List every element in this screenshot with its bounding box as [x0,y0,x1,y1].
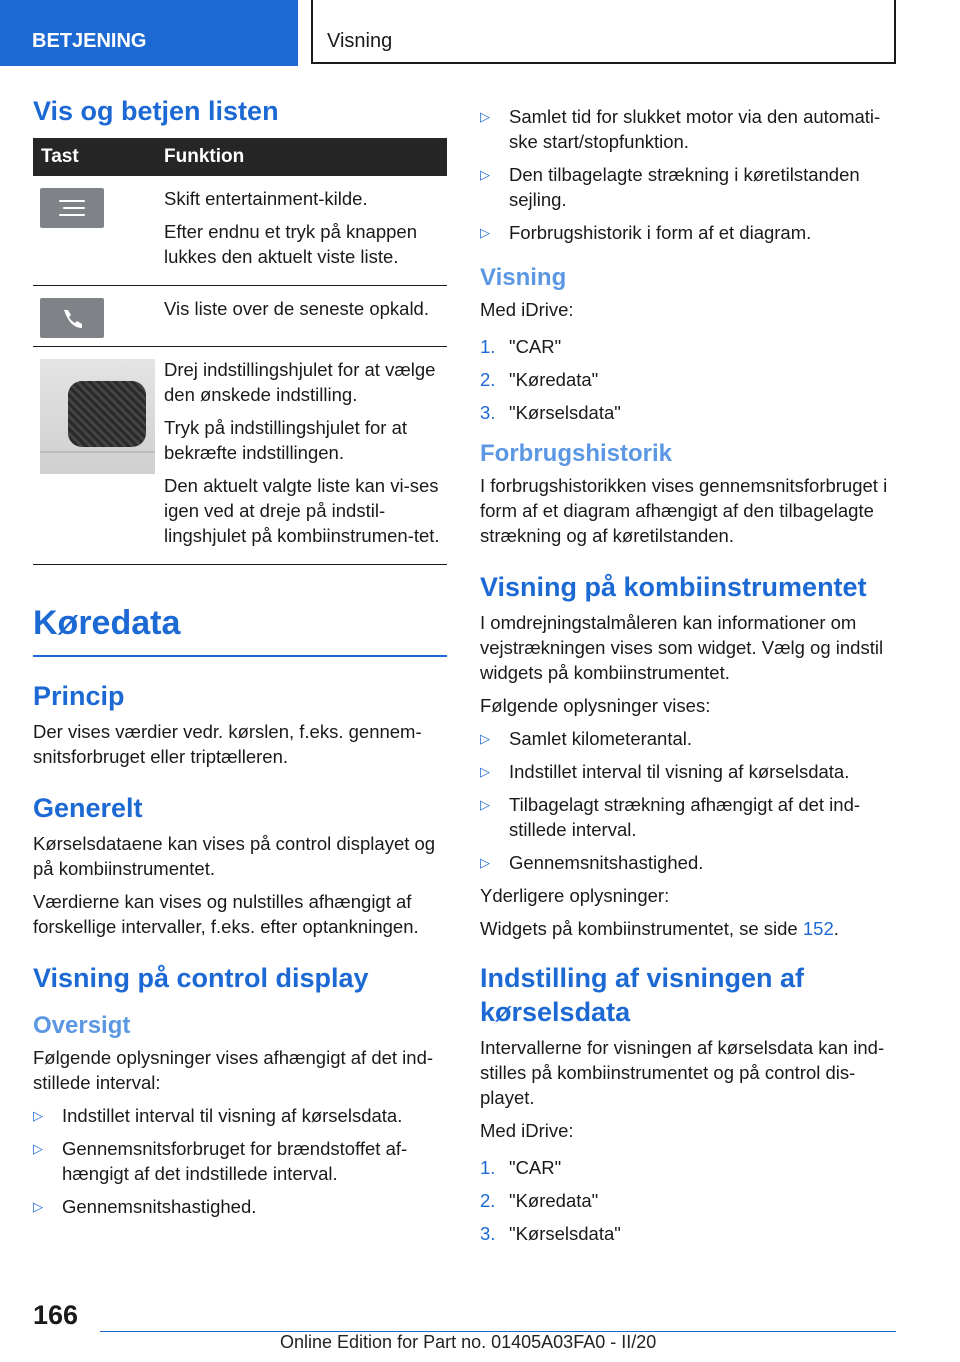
heading-indstilling: Indstilling af visningen af kørselsdata [480,963,805,1027]
list-item: 3. "Kørselsdata" [480,402,621,423]
heading-list: Vis og betjen listen [33,96,279,126]
paragraph-oversigt: Følgende oplysninger vises afhængigt af det ind-stillede interval: [33,1047,434,1093]
list-item: 3. "Kørselsdata" [480,1223,621,1244]
controller-knob-icon [68,381,146,447]
table-row [33,286,447,347]
list-item: ▷ Gennemsnitshastighed. [33,1196,257,1217]
list-item: ▷ Indstillet interval til visning af kørselsdata. [33,1105,403,1126]
triangle-bullet-icon: ▷ [480,731,490,746]
list-item: ▷ Gennemsnitsforbruget for brændstoffet af-hængigt af det indstillede interval. [33,1138,408,1184]
list-item: ▷ Samlet kilometerantal. [480,728,693,749]
controller-photo [40,359,155,474]
table-cell-text: Vis liste over de seneste opkald. [164,298,429,319]
paragraph-widgets: Widgets på kombiinstrumentet, se side 152. [480,918,839,939]
paragraph-princip: Der vises værdier vedr. kørslen, f.eks. gennem-snitsforbruget eller triptælleren. [33,721,422,767]
list-item: ▷ Gennemsnitshastighed. [480,852,704,873]
triangle-bullet-icon: ▷ [480,855,490,870]
bullet-list [33,1103,447,1219]
right-column [480,104,896,1256]
table-row [33,176,447,286]
bullet-list [480,104,896,245]
steps-list [480,334,896,425]
page-link[interactable]: 152 [802,918,834,939]
chapter-title: Visning [311,0,896,64]
heading-visning: Visning [480,264,567,291]
heading-kombiinstrument: Visning på kombiinstrumentet [480,572,867,602]
list-item: ▷ Tilbagelagt strækning afhængigt af det ind-stillede interval. [480,794,861,840]
bullet-list [480,726,896,875]
heading-generelt: Generelt [33,793,143,823]
paragraph-kombiinstrument: I omdrejningstalmåleren kan informationer om vejstrækningen vises som widget. Vælg og indstil widgets på kombiinstrumentet. [480,612,884,683]
steps-list [480,1155,896,1246]
list-item: ▷ Samlet tid for slukket motor via den automati-ske start/stopfunktion. [480,106,881,152]
edition-text: Online Edition for Part no. 01405A03FA0 - II/20 [280,1332,657,1352]
left-column [33,94,447,1227]
section-tab: BETJENING [0,0,298,66]
triangle-bullet-icon: ▷ [33,1108,43,1123]
heading-koredata: Køredata [33,601,447,657]
list-icon [40,188,104,228]
page-number: 166 [33,1300,79,1330]
heading-princip: Princip [33,681,125,711]
paragraph-generelt-1: Kørselsdataene kan vises på control displayet og på kombiinstrumentet. [33,833,436,879]
triangle-bullet-icon: ▷ [480,797,490,812]
list-item: 2. "Køredata" [480,369,599,390]
list-item: ▷ Forbrugshistorik i form af et diagram. [480,222,812,243]
key-function-table [33,138,447,565]
paragraph-idrive: Med iDrive: [480,1120,574,1141]
triangle-bullet-icon: ▷ [480,225,490,240]
phone-icon [40,298,104,338]
table-cell-text: Den aktuelt valgte liste kan vi-ses igen ved at dreje på indstil-lingshjulet på kombiinstrumen-tet. [164,475,440,546]
page-header [0,0,960,66]
table-cell-text: Tryk på indstillingshjulet for at bekræfte indstillingen. [164,417,408,463]
table-cell-text: Skift entertainment-kilde. [164,188,368,209]
table-cell-text: Efter endnu et tryk på knappen lukkes den aktuelt viste liste. [164,221,418,267]
paragraph-more-info: Yderligere oplysninger: [480,885,670,906]
list-item: 1. "CAR" [480,336,562,357]
triangle-bullet-icon: ▷ [480,764,490,779]
table-cell-text: Drej indstillingshjulet for at vælge den ønskede indstilling. [164,359,436,405]
list-item: 2. "Køredata" [480,1190,599,1211]
paragraph-indstilling: Intervallerne for visningen af kørselsdata kan ind-stilles på kombiinstrumentet og på control dis-playet. [480,1037,885,1108]
table-header-function: Funktion [164,138,447,176]
heading-control-display: Visning på control display [33,963,369,993]
list-item: 1. "CAR" [480,1157,562,1178]
list-item: ▷ Indstillet interval til visning af kørselsdata. [480,761,850,782]
triangle-bullet-icon: ▷ [33,1199,43,1214]
paragraph-following: Følgende oplysninger vises: [480,695,711,716]
triangle-bullet-icon: ▷ [480,167,490,182]
table-header-key: Tast [33,138,164,176]
heading-forbrugshistorik: Forbrugshistorik [480,440,673,467]
paragraph-generelt-2: Værdierne kan vises og nulstilles afhængigt af forskellige intervaller, f.eks. efter optankningen. [33,891,419,937]
paragraph-forbrugshistorik: I forbrugshistorikken vises gennemsnitsforbruget i form af et diagram afhængigt af den tilbagelagte strækning og af køretilstanden. [480,475,888,546]
page-footer [0,1298,960,1362]
paragraph-idrive: Med iDrive: [480,299,574,320]
triangle-bullet-icon: ▷ [480,109,490,124]
triangle-bullet-icon: ▷ [33,1141,43,1156]
list-item: ▷ Den tilbagelagte strækning i køretilstanden sejling. [480,164,860,210]
heading-oversigt: Oversigt [33,1012,131,1039]
table-row [33,347,447,565]
